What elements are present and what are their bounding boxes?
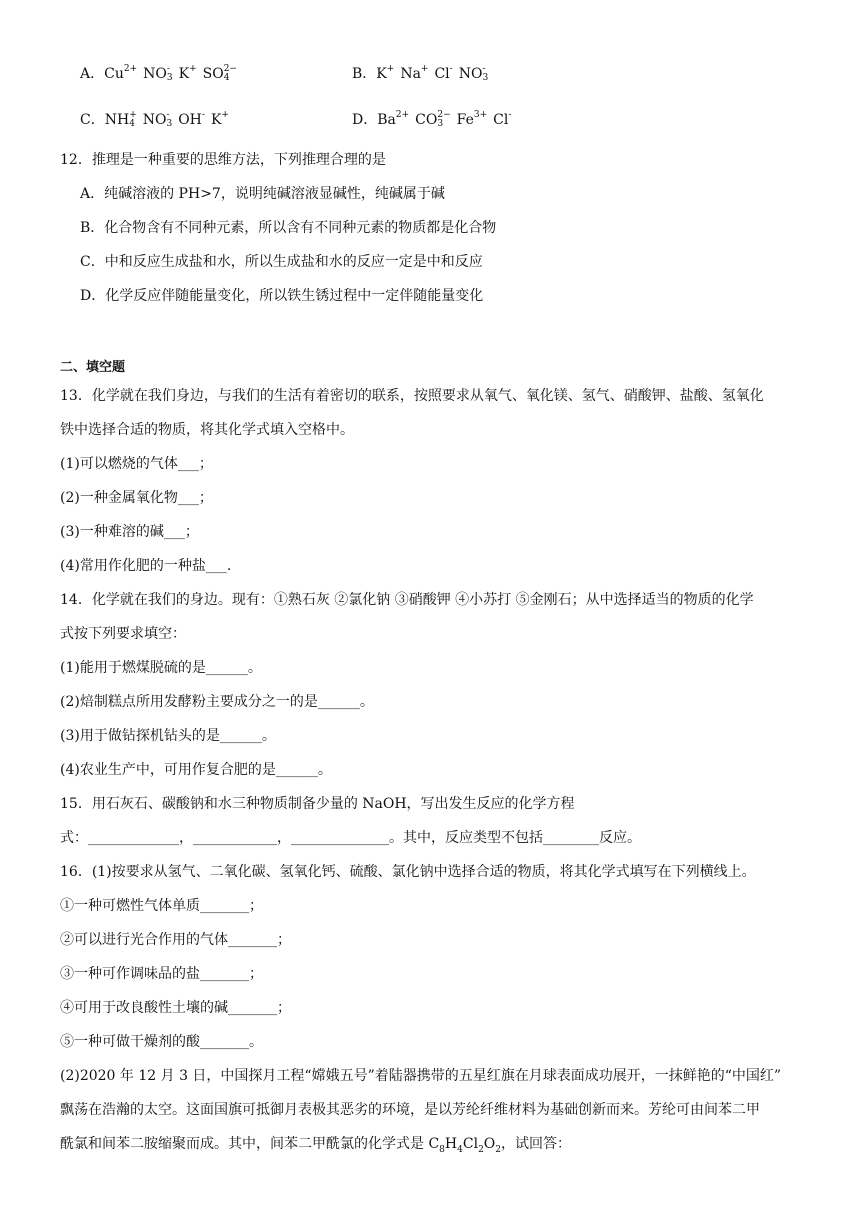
q11-option-d: D．Ba 2+ CO 2− 3 Fe 3+ Cl -	[352, 110, 517, 130]
chemical-formula: $C_8H_4Cl_2O_2$	[428, 1136, 502, 1155]
q12-stem: 12．推理是一种重要的思维方法，下列推理合理的是	[60, 152, 386, 168]
q11-option-a: A．Cu 2+ NO - 3 K + SO 2− 4	[80, 64, 243, 84]
q14-part3: (3)用于做钻探机钻头的是______。	[60, 728, 276, 744]
q16-item4: ④可用于改良酸性土壤的碱_______；	[60, 1000, 291, 1016]
ion: Fe 3+	[456, 110, 488, 128]
q16-item5: ⑤一种可做干燥剂的酸_______。	[60, 1034, 263, 1050]
ion: CO 2− 3	[415, 110, 451, 129]
ion: NO - 3	[458, 64, 489, 83]
ion-list	[105, 112, 235, 128]
q14-stem-line1: 14．化学就在我们的身边。现有：①熟石灰 ②氯化钠 ③硝酸钾 ④小苏打 ⑤金刚石；从中选择适当的物质的化学	[60, 592, 754, 608]
q12-option-a: A．纯碱溶液的 PH>7，说明纯碱溶液显碱性，纯碱属于碱	[80, 186, 445, 202]
q12-option-b: B．化合物含有不同种元素，所以含有不同种元素的物质都是化合物	[80, 220, 497, 236]
ion: NH + 4	[104, 110, 137, 129]
q16-part2-line1: (2)2020 年 12 月 3 日，中国探月工程“嫦娥五号”着陆器携带的五星红旗在月球表面成功展开，一抹鲜艳的“中国红”	[60, 1068, 782, 1084]
ion: Ba 2+	[377, 110, 410, 128]
q13-stem-line2: 铁中选择合适的物质，将其化学式填入空格中。	[60, 422, 354, 438]
q13-part1: (1)可以燃烧的气体___；	[60, 456, 213, 472]
ion: SO 2− 4	[202, 64, 237, 83]
q16-item3: ③一种可作调味品的盐_______；	[60, 966, 263, 982]
q11-option-c: C．NH + 4 NO - 3 OH - K +	[80, 110, 235, 130]
q16-part2-line2: 飘荡在浩瀚的太空。这面国旗可抵御月表极其恶劣的环境，是以芳纶纤维材料为基础创新而来。芳纶可由间苯二甲	[60, 1102, 760, 1118]
ion: Cu 2+	[104, 64, 138, 82]
ion: OH -	[178, 110, 205, 128]
q12-option-d: D．化学反应伴随能量变化，所以铁生锈过程中一定伴随能量变化	[80, 288, 484, 304]
q15-stem-line2: 式：_____________，____________，______________。其中，反应类型不包括________反应。	[60, 830, 641, 846]
q14-stem-line2: 式按下列要求填空：	[60, 626, 186, 642]
ion: K +	[178, 64, 197, 82]
q16-item2: ②可以进行光合作用的气体_______；	[60, 932, 291, 948]
q16-part2-line3: 酰氯和间苯二胺缩聚而成。其中，间苯二甲酰氯的化学式是 $C_8H_4Cl_2O_2$，试回答：	[60, 1136, 572, 1155]
q14-part4: (4)农业生产中，可用作复合肥的是______。	[60, 762, 332, 778]
q14-part2: (2)焙制糕点所用发酵粉主要成分之一的是______。	[60, 694, 374, 710]
q13-part4: (4)常用作化肥的一种盐___.	[60, 558, 232, 574]
ion-list	[104, 66, 243, 82]
ion-list	[376, 66, 494, 82]
q16-item1: ①一种可燃性气体单质_______；	[60, 898, 263, 914]
ion: Na +	[400, 64, 429, 82]
ion: NO - 3	[143, 64, 173, 83]
q12-option-c: C．中和反应生成盐和水，所以生成盐和水的反应一定是中和反应	[80, 254, 483, 270]
q13-part3: (3)一种难溶的碱___；	[60, 524, 199, 540]
q13-part2: (2)一种金属氧化物___；	[60, 490, 213, 506]
q11-option-b: B．K + Na + Cl - NO - 3	[352, 64, 494, 84]
ion: K +	[376, 64, 395, 82]
ion: Cl -	[493, 110, 512, 128]
ion: K +	[210, 110, 229, 128]
q14-part1: (1)能用于燃煤脱硫的是______。	[60, 660, 262, 676]
ion: Cl -	[434, 64, 453, 82]
q16-stem: 16．(1)按要求从氢气、二氧化碳、氢氧化钙、硫酸、氯化钠中选择合适的物质，将其化学式填写在下列横线上。	[60, 864, 756, 880]
q15-stem-line1: 15．用石灰石、碳酸钠和水三种物质制备少量的 NaOH，写出发生反应的化学方程	[60, 796, 575, 812]
section-title: 二、填空题	[60, 360, 126, 375]
ion: NO - 3	[142, 110, 173, 129]
ion-list	[377, 112, 517, 128]
q13-stem-line1: 13．化学就在我们身边，与我们的生活有着密切的联系，按照要求从氧气、氧化镁、氢气、硝酸钾、盐酸、氢氧化	[60, 388, 764, 404]
